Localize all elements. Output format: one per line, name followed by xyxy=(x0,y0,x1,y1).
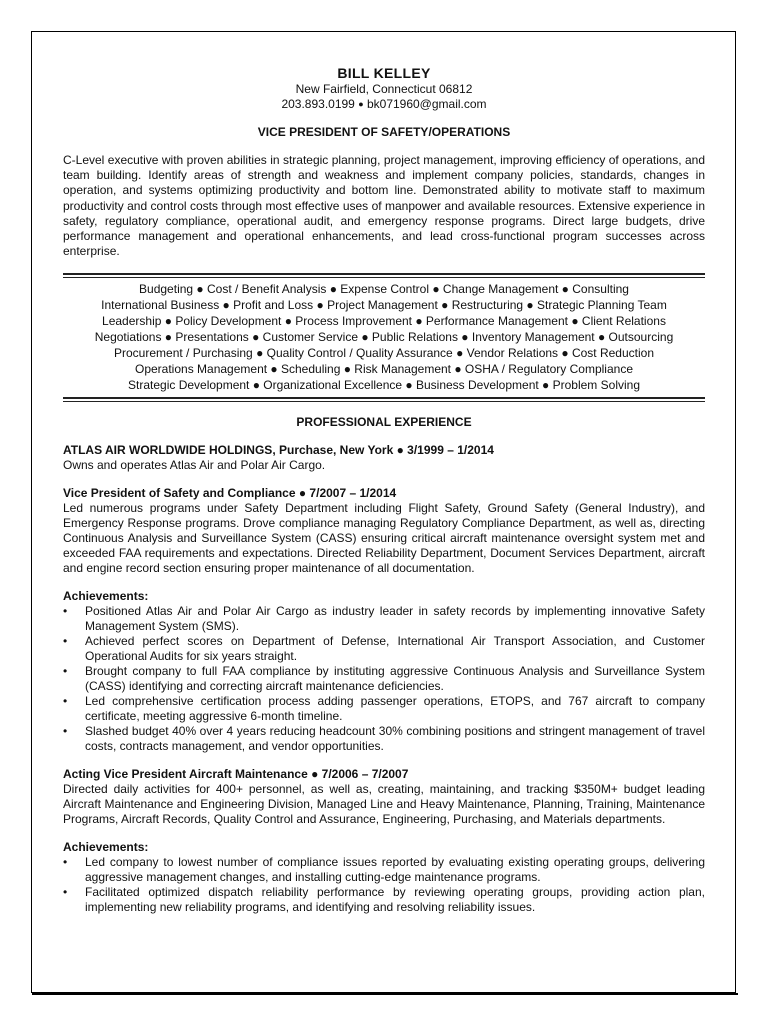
section-title: PROFESSIONAL EXPERIENCE xyxy=(296,415,472,430)
bullet: • xyxy=(63,855,68,870)
achievements-list xyxy=(63,604,705,754)
phone: 203.893.0199 xyxy=(281,97,355,111)
list-item: • Facilitated optimized dispatch reliability performance by reviewing operating groups, providing action plan, implementing new reliability programs, and identifying and resolving reliability issues. xyxy=(63,885,705,915)
company-description: Owns and operates Atlas Air and Polar Air Cargo. xyxy=(63,458,326,473)
bullet: • xyxy=(63,664,68,679)
skills-line: Leadership ● Policy Development ● Process Improvement ● Performance Management ● Client Relations xyxy=(102,314,666,329)
achievements-heading: Achievements: xyxy=(63,589,149,604)
role-title: Vice President of Safety and Compliance ● 7/2007 – 1/2014 xyxy=(63,486,397,501)
skills-line: Procurement / Purchasing ● Quality Control / Quality Assurance ● Vendor Relations ● Cost Reduction xyxy=(114,346,654,361)
skills-list xyxy=(63,281,705,393)
skills-line: Budgeting ● Cost / Benefit Analysis ● Expense Control ● Change Management ● Consulting xyxy=(139,282,629,297)
bullet: • xyxy=(63,724,68,739)
divider xyxy=(63,397,705,402)
skills-line: International Business ● Profit and Loss ● Project Management ● Restructuring ● Strategic Planning Team xyxy=(101,298,667,313)
divider xyxy=(63,273,705,278)
achievements-list xyxy=(63,855,705,915)
email: bk071960@gmail.com xyxy=(366,97,487,111)
bullet: • xyxy=(63,634,68,649)
list-item: • Achieved perfect scores on Department of Defense, International Air Transport Association, and Customer Operational Audits for six years straight. xyxy=(63,634,705,664)
company-heading: ATLAS AIR WORLDWIDE HOLDINGS, Purchase, New York ● 3/1999 – 1/2014 xyxy=(63,443,494,458)
skills-line: Negotiations ● Presentations ● Customer Service ● Public Relations ● Inventory Management ● Outsourcing xyxy=(94,330,674,345)
bullet: • xyxy=(63,694,68,709)
achievements-heading: Achievements: xyxy=(63,840,149,855)
contact-line xyxy=(63,97,705,112)
list-item: • Led company to lowest number of compliance issues reported by evaluating existing operating groups, delivering aggressive management changes, and installing cutting-edge maintenance programs. xyxy=(63,855,705,885)
role-description: Led numerous programs under Safety Department including Flight Safety, Ground Safety (General Industry), and Emergency Response programs. Drove compliance managing Regulatory Compliance Department, as well as, directing Continuous Analysis and Surveillance System (CASS) ensuring critical aircraft maintenance oversight system met and exceeded FAA requirements and expectations. Directed Reliability Department, Document Services Department, aircraft and engine record section ensuring proper maintenance of all documentation. xyxy=(63,501,705,576)
skills-line: Strategic Development ● Organizational Excellence ● Business Development ● Problem Solving xyxy=(128,378,640,393)
summary: C-Level executive with proven abilities in strategic planning, project management, improving efficiency of operations, and team building. Identify areas of strength and weakness and implement company policies, standards, changes in operation, and systems optimizing productivity and bottom line. Demonstrated ability to motivate staff to maximum productivity and control costs through most effective uses of manpower and available resources. Extensive experience in safety, regulatory compliance, operational audit, and emergency response programs. Direct large budgets, drive performance management and operational enhancements, and lead cross-functional program successes across enterprise. xyxy=(63,153,705,259)
role-description: Directed daily activities for 400+ personnel, as well as, creating, maintaining, and tracking $350M+ budget leading Aircraft Maintenance and Engineering Division, Managed Line and Heavy Maintenance, Planning, Training, Maintenance Programs, Aircraft Records, Quality Control and Assurance, Engineering, Purchasing, and Materials departments. xyxy=(63,782,705,827)
list-item: • Positioned Atlas Air and Polar Air Cargo as industry leader in safety records by implementing innovative Safety Management System (SMS). xyxy=(63,604,705,634)
headline: VICE PRESIDENT OF SAFETY/OPERATIONS xyxy=(257,125,511,139)
skills-line: Operations Management ● Scheduling ● Risk Management ● OSHA / Regulatory Compliance xyxy=(135,362,633,377)
candidate-name: BILL KELLEY xyxy=(337,65,431,81)
list-item: • Slashed budget 40% over 4 years reducing headcount 30% combining positions and stringent management of travel costs, contracts management, and vendor opportunities. xyxy=(63,724,705,754)
role-title: Acting Vice President Aircraft Maintenance ● 7/2006 – 7/2007 xyxy=(63,767,409,782)
resume-body xyxy=(63,64,705,915)
address: New Fairfield, Connecticut 06812 xyxy=(295,82,473,96)
bullet: • xyxy=(63,604,68,619)
list-item: • Led comprehensive certification process adding passenger operations, ETOPS, and 767 aircraft to company certificate, meeting aggressive 6-month timeline. xyxy=(63,694,705,724)
bullet: • xyxy=(63,885,68,900)
list-item: • Brought company to full FAA compliance by instituting aggressive Continuous Analysis and Surveillance System (CASS) identifying and correcting aircraft maintenance deficiencies. xyxy=(63,664,705,694)
separator-dot: ● xyxy=(358,99,364,109)
